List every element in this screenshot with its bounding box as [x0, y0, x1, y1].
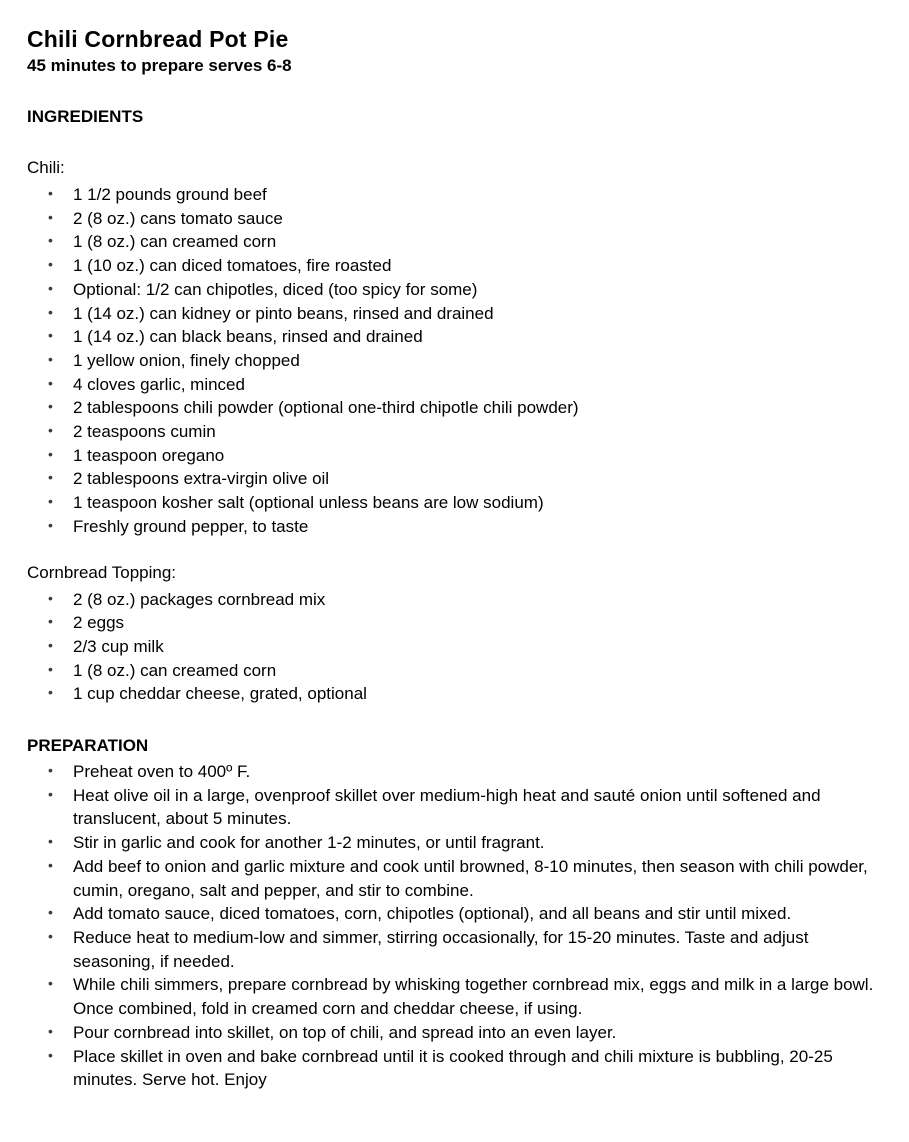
- ingredient-item: [27, 302, 887, 326]
- ingredient-item-text: 2 eggs: [73, 613, 125, 633]
- bullet-icon: •: [48, 927, 53, 944]
- ingredient-item-text: 1 (10 oz.) can diced tomatoes, fire roasted: [73, 256, 392, 276]
- bullet-icon: •: [48, 975, 53, 992]
- ingredient-item-text: 1 teaspoon oregano: [73, 445, 225, 465]
- ingredient-item: [27, 278, 887, 302]
- ingredient-item: [27, 349, 887, 373]
- ingredient-item-text: 2/3 cup milk: [73, 636, 164, 656]
- ingredient-item: [27, 420, 887, 444]
- bullet-icon: •: [48, 279, 53, 296]
- bullet-icon: •: [48, 660, 53, 677]
- bullet-icon: •: [48, 398, 53, 415]
- bullet-icon: •: [48, 833, 53, 850]
- ingredient-item: [27, 611, 887, 635]
- bullet-icon: •: [48, 516, 53, 533]
- ingredient-item: [27, 467, 887, 491]
- ingredient-item-text: 1 teaspoon kosher salt (optional unless beans are low sodium): [73, 493, 544, 513]
- preparation-step: [27, 973, 887, 1020]
- ingredient-list: [27, 588, 887, 707]
- preparation-step-text: Add tomato sauce, diced tomatoes, corn, chipotles (optional), and all beans and stir until mixed.: [73, 904, 792, 924]
- ingredient-item-text: 1 1/2 pounds ground beef: [73, 185, 267, 204]
- preparation-step: [27, 1045, 887, 1092]
- bullet-icon: •: [48, 493, 53, 510]
- ingredient-item: [27, 207, 887, 231]
- ingredient-item-text: 2 tablespoons chili powder (optional one-third chipotle chili powder): [73, 398, 579, 418]
- preparation-step: [27, 855, 887, 902]
- preparation-step: [27, 831, 887, 855]
- preparation-step: [27, 1021, 887, 1045]
- ingredient-item-text: 2 tablespoons extra-virgin olive oil: [73, 469, 330, 489]
- page-title: Chili Cornbread Pot Pie: [27, 26, 289, 52]
- ingredient-item-text: 1 (14 oz.) can black beans, rinsed and drained: [73, 327, 423, 347]
- ingredient-item: [27, 635, 887, 659]
- ingredient-item-text: Freshly ground pepper, to taste: [73, 516, 309, 536]
- preparation-heading: PREPARATION: [27, 736, 149, 756]
- ingredient-item-text: 1 cup cheddar cheese, grated, optional: [73, 684, 367, 704]
- bullet-icon: •: [48, 589, 53, 606]
- preparation-step-text: Preheat oven to 400º F.: [73, 762, 251, 782]
- ingredient-group-label: Chili:: [27, 158, 65, 177]
- bullet-icon: •: [48, 1046, 53, 1063]
- ingredient-item-text: 1 (14 oz.) can kidney or pinto beans, rinsed and drained: [73, 303, 494, 323]
- ingredient-item: [27, 373, 887, 397]
- bullet-icon: •: [48, 327, 53, 344]
- preparation-step-text: Stir in garlic and cook for another 1-2 minutes, or until fragrant.: [73, 833, 545, 853]
- preparation-step: [27, 784, 887, 831]
- bullet-icon: •: [48, 684, 53, 701]
- bullet-icon: •: [48, 785, 53, 802]
- bullet-icon: •: [48, 374, 53, 391]
- bullet-icon: •: [48, 469, 53, 486]
- bullet-icon: •: [48, 232, 53, 249]
- bullet-icon: •: [48, 208, 53, 225]
- page-subtitle: 45 minutes to prepare serves 6-8: [27, 56, 292, 75]
- ingredient-group-label: Cornbread Topping:: [27, 562, 177, 582]
- preparation-step-text: Add beef to onion and garlic mixture and cook until browned, 8-10 minutes, then season with chili powder, cumin, oregano, salt and pepper, and stir to combine.: [73, 856, 868, 900]
- preparation-step: [27, 902, 887, 926]
- ingredient-item: [27, 491, 887, 515]
- preparation-steps: [27, 760, 887, 1092]
- bullet-icon: •: [48, 256, 53, 273]
- ingredient-item-text: 2 (8 oz.) packages cornbread mix: [73, 589, 326, 609]
- ingredient-item: [27, 659, 887, 683]
- ingredient-item: [27, 515, 887, 539]
- ingredient-groups: [27, 157, 887, 706]
- bullet-icon: •: [48, 856, 53, 873]
- preparation-step: [27, 926, 887, 973]
- ingredient-item-text: 4 cloves garlic, minced: [73, 374, 245, 394]
- ingredient-item: [27, 254, 887, 278]
- bullet-icon: •: [48, 350, 53, 367]
- ingredient-item: [27, 682, 887, 706]
- ingredient-item-text: 2 teaspoons cumin: [73, 422, 216, 442]
- ingredient-item: [27, 588, 887, 612]
- preparation-step-text: Reduce heat to medium-low and simmer, stirring occasionally, for 15-20 minutes. Taste and adjust seasoning, if needed.: [73, 927, 809, 971]
- bullet-icon: •: [48, 445, 53, 462]
- bullet-icon: •: [48, 613, 53, 630]
- preparation-step-text: Pour cornbread into skillet, on top of chili, and spread into an even layer.: [73, 1022, 617, 1042]
- ingredient-item-text: 1 yellow onion, finely chopped: [73, 350, 300, 370]
- preparation-step-text: Place skillet in oven and bake cornbread until it is cooked through and chili mixture is bubbling, 20-25 minutes. Serve hot. Enjoy: [73, 1046, 833, 1090]
- bullet-icon: •: [48, 762, 53, 779]
- bullet-icon: •: [48, 636, 53, 653]
- ingredient-item-text: 1 (8 oz.) can creamed corn: [73, 660, 277, 680]
- ingredient-item-text: Optional: 1/2 can chipotles, diced (too spicy for some): [73, 279, 478, 299]
- ingredients-heading: INGREDIENTS: [27, 107, 144, 126]
- preparation-step-text: Heat olive oil in a large, ovenproof skillet over medium-high heat and sauté onion until softened and translucent, about 5 minutes.: [73, 785, 821, 829]
- bullet-icon: •: [48, 303, 53, 320]
- ingredient-item: [27, 444, 887, 468]
- ingredient-item-text: 2 (8 oz.) cans tomato sauce: [73, 208, 283, 228]
- ingredient-list: [27, 183, 887, 539]
- ingredient-item: [27, 325, 887, 349]
- preparation-step-text: While chili simmers, prepare cornbread by whisking together cornbread mix, eggs and milk in a large bowl. Once combined, fold in creamed corn and cheddar cheese, if using.: [73, 975, 874, 1019]
- ingredient-item: [27, 230, 887, 254]
- ingredient-item-text: 1 (8 oz.) can creamed corn: [73, 232, 277, 252]
- bullet-icon: •: [48, 904, 53, 921]
- bullet-icon: •: [48, 1022, 53, 1039]
- bullet-icon: •: [48, 185, 53, 201]
- bullet-icon: •: [48, 422, 53, 439]
- ingredient-item: [27, 396, 887, 420]
- preparation-step: [27, 760, 887, 784]
- ingredient-item: [27, 183, 887, 207]
